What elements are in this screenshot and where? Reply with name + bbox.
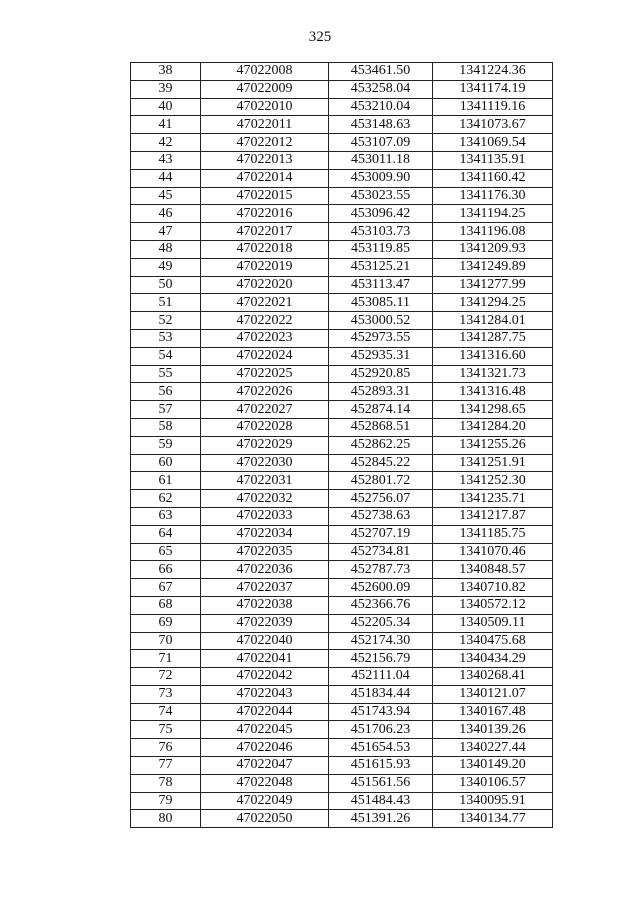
- table-row: [131, 472, 553, 490]
- row-index-cell: 76: [131, 739, 201, 757]
- row-index-cell: 55: [131, 365, 201, 383]
- x-coordinate-cell: 452862.25: [329, 436, 433, 454]
- table-row: [131, 63, 553, 81]
- y-coordinate-cell: 1340121.07: [433, 685, 553, 703]
- point-id-cell: 47022028: [201, 418, 329, 436]
- point-id-cell: 47022023: [201, 329, 329, 347]
- table-row: [131, 312, 553, 330]
- point-id-cell: 47022034: [201, 525, 329, 543]
- y-coordinate-cell: 1341196.08: [433, 223, 553, 241]
- y-coordinate-cell: 1340106.57: [433, 774, 553, 792]
- x-coordinate-cell: 451743.94: [329, 703, 433, 721]
- x-coordinate-cell: 452738.63: [329, 507, 433, 525]
- x-coordinate-cell: 453096.42: [329, 205, 433, 223]
- table-row: [131, 187, 553, 205]
- row-index-cell: 68: [131, 596, 201, 614]
- x-coordinate-cell: 452707.19: [329, 525, 433, 543]
- x-coordinate-cell: 453258.04: [329, 80, 433, 98]
- y-coordinate-cell: 1341069.54: [433, 134, 553, 152]
- y-coordinate-cell: 1340139.26: [433, 721, 553, 739]
- x-coordinate-cell: 453103.73: [329, 223, 433, 241]
- x-coordinate-cell: 452787.73: [329, 561, 433, 579]
- point-id-cell: 47022044: [201, 703, 329, 721]
- x-coordinate-cell: 453009.90: [329, 169, 433, 187]
- point-id-cell: 47022011: [201, 116, 329, 134]
- point-id-cell: 47022037: [201, 579, 329, 597]
- row-index-cell: 59: [131, 436, 201, 454]
- y-coordinate-cell: 1341284.01: [433, 312, 553, 330]
- row-index-cell: 39: [131, 80, 201, 98]
- y-coordinate-cell: 1340167.48: [433, 703, 553, 721]
- row-index-cell: 60: [131, 454, 201, 472]
- table-row: [131, 223, 553, 241]
- y-coordinate-cell: 1340848.57: [433, 561, 553, 579]
- table-row: [131, 347, 553, 365]
- page-number: 325: [308, 29, 332, 45]
- point-id-cell: 47022019: [201, 258, 329, 276]
- row-index-cell: 79: [131, 792, 201, 810]
- table-row: [131, 276, 553, 294]
- point-id-cell: 47022036: [201, 561, 329, 579]
- row-index-cell: 41: [131, 116, 201, 134]
- x-coordinate-cell: 452874.14: [329, 401, 433, 419]
- x-coordinate-cell: 453023.55: [329, 187, 433, 205]
- table-row: [131, 151, 553, 169]
- x-coordinate-cell: 453011.18: [329, 151, 433, 169]
- row-index-cell: 53: [131, 329, 201, 347]
- x-coordinate-cell: 451561.56: [329, 774, 433, 792]
- point-id-cell: 47022030: [201, 454, 329, 472]
- table-row: [131, 205, 553, 223]
- table-row: [131, 721, 553, 739]
- point-id-cell: 47022020: [201, 276, 329, 294]
- point-id-cell: 47022014: [201, 169, 329, 187]
- y-coordinate-cell: 1340434.29: [433, 650, 553, 668]
- table-row: [131, 561, 553, 579]
- y-coordinate-cell: 1340710.82: [433, 579, 553, 597]
- row-index-cell: 56: [131, 383, 201, 401]
- table-row: [131, 329, 553, 347]
- table-row: [131, 596, 553, 614]
- y-coordinate-cell: 1341321.73: [433, 365, 553, 383]
- table-row: [131, 240, 553, 258]
- table-row: [131, 810, 553, 828]
- y-coordinate-cell: 1341135.91: [433, 151, 553, 169]
- table-row: [131, 579, 553, 597]
- row-index-cell: 69: [131, 614, 201, 632]
- point-id-cell: 47022026: [201, 383, 329, 401]
- point-id-cell: 47022050: [201, 810, 329, 828]
- row-index-cell: 65: [131, 543, 201, 561]
- point-id-cell: 47022035: [201, 543, 329, 561]
- row-index-cell: 78: [131, 774, 201, 792]
- point-id-cell: 47022009: [201, 80, 329, 98]
- row-index-cell: 40: [131, 98, 201, 116]
- y-coordinate-cell: 1341185.75: [433, 525, 553, 543]
- y-coordinate-cell: 1340475.68: [433, 632, 553, 650]
- table-row: [131, 169, 553, 187]
- table-row: [131, 543, 553, 561]
- table-row: [131, 490, 553, 508]
- table-row: [131, 668, 553, 686]
- point-id-cell: 47022022: [201, 312, 329, 330]
- y-coordinate-cell: 1341235.71: [433, 490, 553, 508]
- y-coordinate-cell: 1341174.19: [433, 80, 553, 98]
- row-index-cell: 43: [131, 151, 201, 169]
- x-coordinate-cell: 452893.31: [329, 383, 433, 401]
- table-row: [131, 739, 553, 757]
- row-index-cell: 71: [131, 650, 201, 668]
- row-index-cell: 61: [131, 472, 201, 490]
- table-row: [131, 792, 553, 810]
- row-index-cell: 73: [131, 685, 201, 703]
- y-coordinate-cell: 1341294.25: [433, 294, 553, 312]
- y-coordinate-cell: 1341298.65: [433, 401, 553, 419]
- x-coordinate-cell: 452156.79: [329, 650, 433, 668]
- table-row: [131, 650, 553, 668]
- row-index-cell: 67: [131, 579, 201, 597]
- table-row: [131, 80, 553, 98]
- x-coordinate-cell: 451706.23: [329, 721, 433, 739]
- y-coordinate-cell: 1341277.99: [433, 276, 553, 294]
- point-id-cell: 47022040: [201, 632, 329, 650]
- x-coordinate-cell: 453085.11: [329, 294, 433, 312]
- table-row: [131, 401, 553, 419]
- y-coordinate-cell: 1340134.77: [433, 810, 553, 828]
- y-coordinate-cell: 1340095.91: [433, 792, 553, 810]
- x-coordinate-cell: 451834.44: [329, 685, 433, 703]
- x-coordinate-cell: 453148.63: [329, 116, 433, 134]
- row-index-cell: 46: [131, 205, 201, 223]
- point-id-cell: 47022031: [201, 472, 329, 490]
- row-index-cell: 75: [131, 721, 201, 739]
- y-coordinate-cell: 1341255.26: [433, 436, 553, 454]
- point-id-cell: 47022010: [201, 98, 329, 116]
- x-coordinate-cell: 453000.52: [329, 312, 433, 330]
- y-coordinate-cell: 1341284.20: [433, 418, 553, 436]
- y-coordinate-cell: 1341251.91: [433, 454, 553, 472]
- row-index-cell: 47: [131, 223, 201, 241]
- y-coordinate-cell: 1341176.30: [433, 187, 553, 205]
- row-index-cell: 42: [131, 134, 201, 152]
- y-coordinate-cell: 1341070.46: [433, 543, 553, 561]
- x-coordinate-cell: 452801.72: [329, 472, 433, 490]
- y-coordinate-cell: 1340509.11: [433, 614, 553, 632]
- row-index-cell: 48: [131, 240, 201, 258]
- row-index-cell: 54: [131, 347, 201, 365]
- point-id-cell: 47022039: [201, 614, 329, 632]
- point-id-cell: 47022012: [201, 134, 329, 152]
- row-index-cell: 70: [131, 632, 201, 650]
- x-coordinate-cell: 452935.31: [329, 347, 433, 365]
- row-index-cell: 45: [131, 187, 201, 205]
- y-coordinate-cell: 1341316.48: [433, 383, 553, 401]
- point-id-cell: 47022015: [201, 187, 329, 205]
- table-row: [131, 525, 553, 543]
- point-id-cell: 47022047: [201, 757, 329, 775]
- table-row: [131, 134, 553, 152]
- y-coordinate-cell: 1341194.25: [433, 205, 553, 223]
- x-coordinate-cell: 452734.81: [329, 543, 433, 561]
- x-coordinate-cell: 453107.09: [329, 134, 433, 152]
- table-row: [131, 757, 553, 775]
- y-coordinate-cell: 1341316.60: [433, 347, 553, 365]
- y-coordinate-cell: 1341224.36: [433, 63, 553, 81]
- x-coordinate-cell: 453210.04: [329, 98, 433, 116]
- x-coordinate-cell: 452205.34: [329, 614, 433, 632]
- row-index-cell: 49: [131, 258, 201, 276]
- point-id-cell: 47022018: [201, 240, 329, 258]
- y-coordinate-cell: 1340572.12: [433, 596, 553, 614]
- x-coordinate-cell: 452973.55: [329, 329, 433, 347]
- row-index-cell: 51: [131, 294, 201, 312]
- point-id-cell: 47022016: [201, 205, 329, 223]
- table-row: [131, 454, 553, 472]
- point-id-cell: 47022032: [201, 490, 329, 508]
- table-row: [131, 294, 553, 312]
- row-index-cell: 74: [131, 703, 201, 721]
- y-coordinate-cell: 1340227.44: [433, 739, 553, 757]
- table-row: [131, 365, 553, 383]
- y-coordinate-cell: 1341287.75: [433, 329, 553, 347]
- table-row: [131, 632, 553, 650]
- x-coordinate-cell: 452174.30: [329, 632, 433, 650]
- x-coordinate-cell: 452111.04: [329, 668, 433, 686]
- x-coordinate-cell: 451484.43: [329, 792, 433, 810]
- table-row: [131, 98, 553, 116]
- x-coordinate-cell: 452920.85: [329, 365, 433, 383]
- point-id-cell: 47022029: [201, 436, 329, 454]
- x-coordinate-cell: 453461.50: [329, 63, 433, 81]
- point-id-cell: 47022013: [201, 151, 329, 169]
- table-row: [131, 685, 553, 703]
- row-index-cell: 62: [131, 490, 201, 508]
- y-coordinate-cell: 1341119.16: [433, 98, 553, 116]
- row-index-cell: 66: [131, 561, 201, 579]
- table-row: [131, 614, 553, 632]
- table-row: [131, 383, 553, 401]
- point-id-cell: 47022017: [201, 223, 329, 241]
- row-index-cell: 58: [131, 418, 201, 436]
- row-index-cell: 64: [131, 525, 201, 543]
- y-coordinate-cell: 1341217.87: [433, 507, 553, 525]
- table-row: [131, 703, 553, 721]
- table-row: [131, 507, 553, 525]
- x-coordinate-cell: 452600.09: [329, 579, 433, 597]
- x-coordinate-cell: 451615.93: [329, 757, 433, 775]
- row-index-cell: 57: [131, 401, 201, 419]
- row-index-cell: 38: [131, 63, 201, 81]
- point-id-cell: 47022046: [201, 739, 329, 757]
- point-id-cell: 47022045: [201, 721, 329, 739]
- x-coordinate-cell: 453113.47: [329, 276, 433, 294]
- point-id-cell: 47022025: [201, 365, 329, 383]
- table-row: [131, 418, 553, 436]
- y-coordinate-cell: 1340268.41: [433, 668, 553, 686]
- point-id-cell: 47022041: [201, 650, 329, 668]
- point-id-cell: 47022021: [201, 294, 329, 312]
- y-coordinate-cell: 1341249.89: [433, 258, 553, 276]
- table-row: [131, 258, 553, 276]
- x-coordinate-cell: 452366.76: [329, 596, 433, 614]
- row-index-cell: 50: [131, 276, 201, 294]
- point-id-cell: 47022048: [201, 774, 329, 792]
- table-row: [131, 774, 553, 792]
- y-coordinate-cell: 1341160.42: [433, 169, 553, 187]
- y-coordinate-cell: 1341209.93: [433, 240, 553, 258]
- coordinates-table-body: [131, 63, 553, 828]
- x-coordinate-cell: 452845.22: [329, 454, 433, 472]
- y-coordinate-cell: 1341252.30: [433, 472, 553, 490]
- y-coordinate-cell: 1341073.67: [433, 116, 553, 134]
- point-id-cell: 47022033: [201, 507, 329, 525]
- row-index-cell: 44: [131, 169, 201, 187]
- x-coordinate-cell: 451654.53: [329, 739, 433, 757]
- point-id-cell: 47022024: [201, 347, 329, 365]
- row-index-cell: 63: [131, 507, 201, 525]
- coordinates-table: [130, 62, 553, 828]
- table-row: [131, 436, 553, 454]
- point-id-cell: 47022008: [201, 63, 329, 81]
- table-row: [131, 116, 553, 134]
- row-index-cell: 80: [131, 810, 201, 828]
- point-id-cell: 47022043: [201, 685, 329, 703]
- x-coordinate-cell: 452868.51: [329, 418, 433, 436]
- row-index-cell: 77: [131, 757, 201, 775]
- y-coordinate-cell: 1340149.20: [433, 757, 553, 775]
- x-coordinate-cell: 453119.85: [329, 240, 433, 258]
- x-coordinate-cell: 451391.26: [329, 810, 433, 828]
- point-id-cell: 47022049: [201, 792, 329, 810]
- x-coordinate-cell: 452756.07: [329, 490, 433, 508]
- point-id-cell: 47022042: [201, 668, 329, 686]
- x-coordinate-cell: 453125.21: [329, 258, 433, 276]
- row-index-cell: 72: [131, 668, 201, 686]
- point-id-cell: 47022038: [201, 596, 329, 614]
- point-id-cell: 47022027: [201, 401, 329, 419]
- row-index-cell: 52: [131, 312, 201, 330]
